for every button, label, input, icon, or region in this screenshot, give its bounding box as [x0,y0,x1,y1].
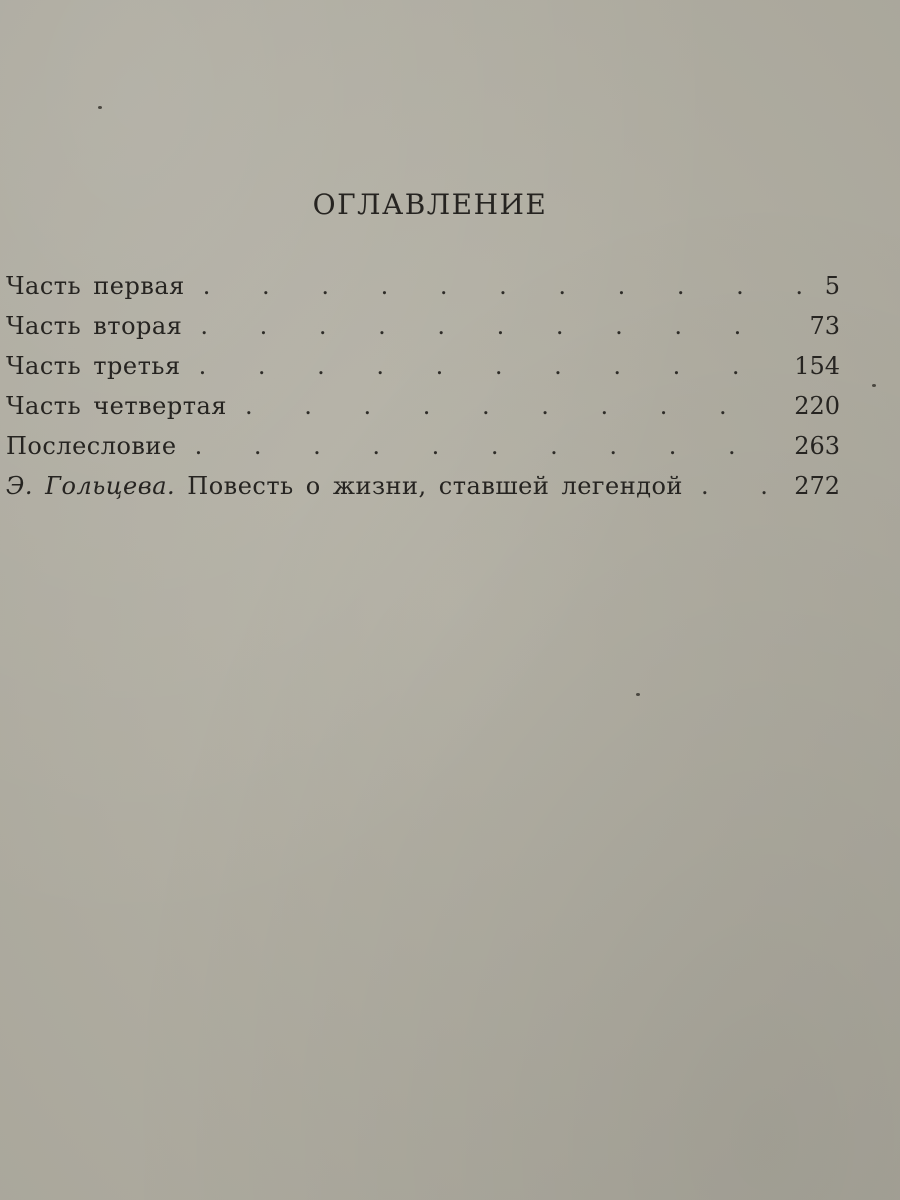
toc-entry-page: 73 [809,312,840,340]
paper-speck [636,693,640,696]
toc-entry-title [6,352,181,380]
toc-entry [6,312,840,352]
toc-list [6,272,840,512]
dot-leader [200,312,795,340]
toc-entry-title [6,312,182,340]
toc-entry-page: 220 [794,392,840,420]
toc-entry-title-text: Часть третья [6,352,181,380]
dot-leader [195,432,781,460]
toc-entry-page: 154 [794,352,840,380]
toc-entry-title-text: Часть первая [6,272,185,300]
paper-speck [98,106,102,109]
dot-leader [245,392,780,420]
toc-entry [6,392,840,432]
toc-entry-title-text: Послесловие [6,432,177,460]
toc-entry-title [6,432,177,460]
toc-entry-title [6,392,227,420]
toc-entry [6,472,840,512]
toc-entry-title [6,272,185,300]
toc-entry-author: Э. Гольцева. [6,472,176,500]
paper-speck [872,384,876,387]
toc-entry-page: 263 [794,432,840,460]
toc-entry-title [6,472,683,500]
toc-entry [6,272,840,312]
toc-entry-title-text: Часть четвертая [6,392,227,420]
toc-entry [6,432,840,472]
dot-leader [203,272,811,300]
dot-leader [199,352,781,380]
toc-entry [6,352,840,392]
toc-heading: ОГЛАВЛЕНИЕ [312,188,548,221]
dot-leader [701,472,780,500]
toc-entry-page: 5 [824,272,840,300]
toc-entry-page: 272 [794,472,840,500]
toc-entry-title-text: Часть вторая [6,312,183,340]
toc-entry-title-text: Повесть о жизни, ставшей легендой [175,472,683,500]
